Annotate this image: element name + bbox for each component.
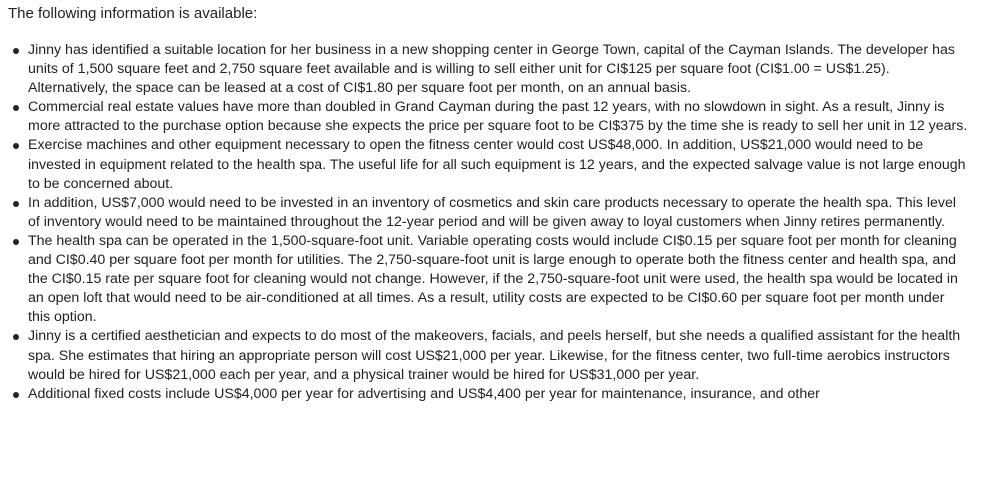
list-item-text: Commercial real estate values have more than doubled in Grand Cayman during the past 12 years, with no slowdown in sight. As a result, Jinny is more attracted to the purchase option because she expects the price per square foot to be CI$375 by the time she is ready to sell her unit in 12 years. xyxy=(28,99,968,135)
list-item-text: The health spa can be operated in the 1,500-square-foot unit. Variable operating costs would include CI$0.15 per square foot per month for cleaning and CI$0.40 per square foot per month for utilities. The 2,750-square-foot unit is large enough to operate both the fitness center and health spa, and the CI$0.15 rate per square foot for cleaning would not change. However, if the 2,750-square-foot unit were used, the health spa would be located in an open loft that would need to be air-conditioned at all times. As a result, utility costs are expected to be CI$0.60 per square foot per month under this option. xyxy=(28,232,958,326)
bullet-icon xyxy=(13,143,19,149)
list-item-text: Additional fixed costs include US$4,000 per year for advertising and US$4,400 per year for maintenance, insurance, and other xyxy=(28,385,820,402)
list-item xyxy=(8,98,968,136)
list-item xyxy=(8,41,968,98)
list-item xyxy=(8,327,968,384)
list-item-text: Jinny has identified a suitable location for her business in a new shopping center in George Town, capital of the Cayman Islands. The developer has units of 1,500 square feet and 2,750 square feet available and is willing to sell either unit for CI$125 per square foot (CI$1.00 = US$1.25). Alternatively, the space can be leased at a cost of CI$1.80 per square foot per month, on an annual basis. xyxy=(28,42,955,97)
intro-text: The following information is available: xyxy=(8,5,258,22)
bullet-icon xyxy=(13,201,19,207)
list-item xyxy=(8,385,968,404)
bullet-icon xyxy=(13,239,19,245)
list-item xyxy=(8,136,968,193)
bullet-icon xyxy=(13,105,19,111)
document-content xyxy=(8,0,968,404)
bullet-icon xyxy=(13,392,19,398)
list-item xyxy=(8,232,968,327)
list-item-text: Jinny is a certified aesthetician and expects to do most of the makeovers, facials, and peels herself, but she needs a qualified assistant for the health spa. She estimates that hiring an appropriate person will cost US$21,000 per year. Likewise, for the fitness center, two full-time aerobics instructors would be hired for US$21,000 each per year, and a physical trainer would be hired for US$31,000 per year. xyxy=(28,328,961,383)
list-item-text: Exercise machines and other equipment necessary to open the fitness center would cost US$48,000. In addition, US$21,000 would need to be invested in equipment related to the health spa. The useful life for all such equipment is 12 years, and the expected salvage value is not large enough to be concerned about. xyxy=(28,137,966,192)
list-item xyxy=(8,194,968,232)
information-list xyxy=(8,41,968,404)
list-item-text: In addition, US$7,000 would need to be invested in an inventory of cosmetics and skin care products necessary to operate the health spa. This level of inventory would need to be maintained throughout the 12-year period and will be given away to loyal customers when Jinny retires permanently. xyxy=(28,194,956,230)
bullet-icon xyxy=(13,48,19,54)
bullet-icon xyxy=(13,334,19,340)
